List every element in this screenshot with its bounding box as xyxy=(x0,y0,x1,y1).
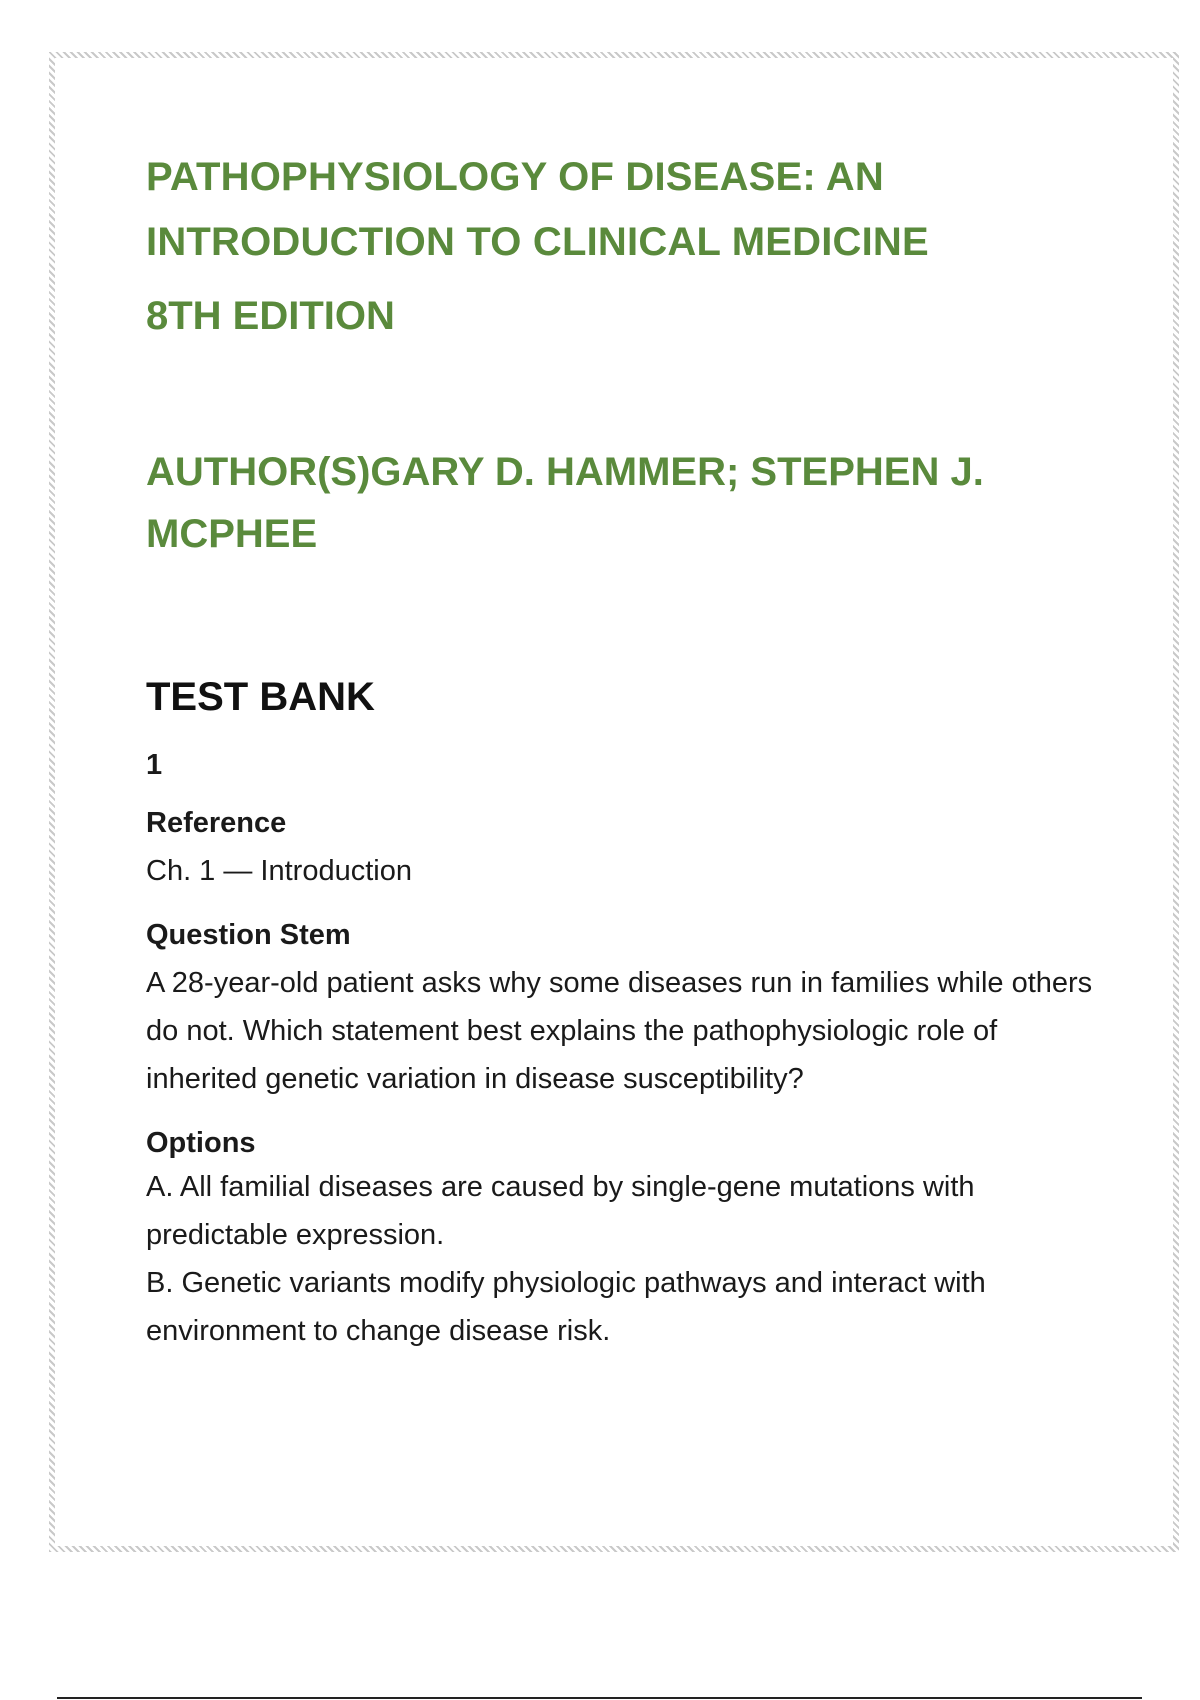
title-line-1: PATHOPHYSIOLOGY OF DISEASE: AN xyxy=(146,155,884,199)
title-line-2: INTRODUCTION TO CLINICAL MEDICINE xyxy=(146,220,929,264)
authors xyxy=(146,441,1106,565)
section-heading: TEST BANK xyxy=(146,675,375,719)
reference-label: Reference xyxy=(146,807,287,839)
question-number: 1 xyxy=(146,749,163,781)
reference-text: Ch. 1 — Introduction xyxy=(146,855,412,887)
options-list xyxy=(146,1163,1106,1355)
question-stem-label: Question Stem xyxy=(146,919,351,951)
bottom-rule xyxy=(57,1697,1142,1699)
question-stem-text: A 28-year-old patient asks why some diseases run in families while others do not. Which statement best explains the pathophysiologic role of inherited genetic variation in disease susceptibility? xyxy=(146,967,1093,1095)
option-a: A. All familial diseases are caused by single-gene mutations with predictable expression. xyxy=(146,1171,975,1251)
option-b: B. Genetic variants modify physiologic pathways and interact with environment to change disease risk. xyxy=(146,1267,986,1347)
edition-label: 8TH EDITION xyxy=(146,294,395,338)
page-content xyxy=(146,145,1106,1355)
document-title xyxy=(146,145,1106,275)
options-label: Options xyxy=(146,1127,256,1159)
authors-line-1: AUTHOR(S)GARY D. HAMMER; STEPHEN J. xyxy=(146,450,984,494)
authors-line-2: MCPHEE xyxy=(146,512,318,556)
